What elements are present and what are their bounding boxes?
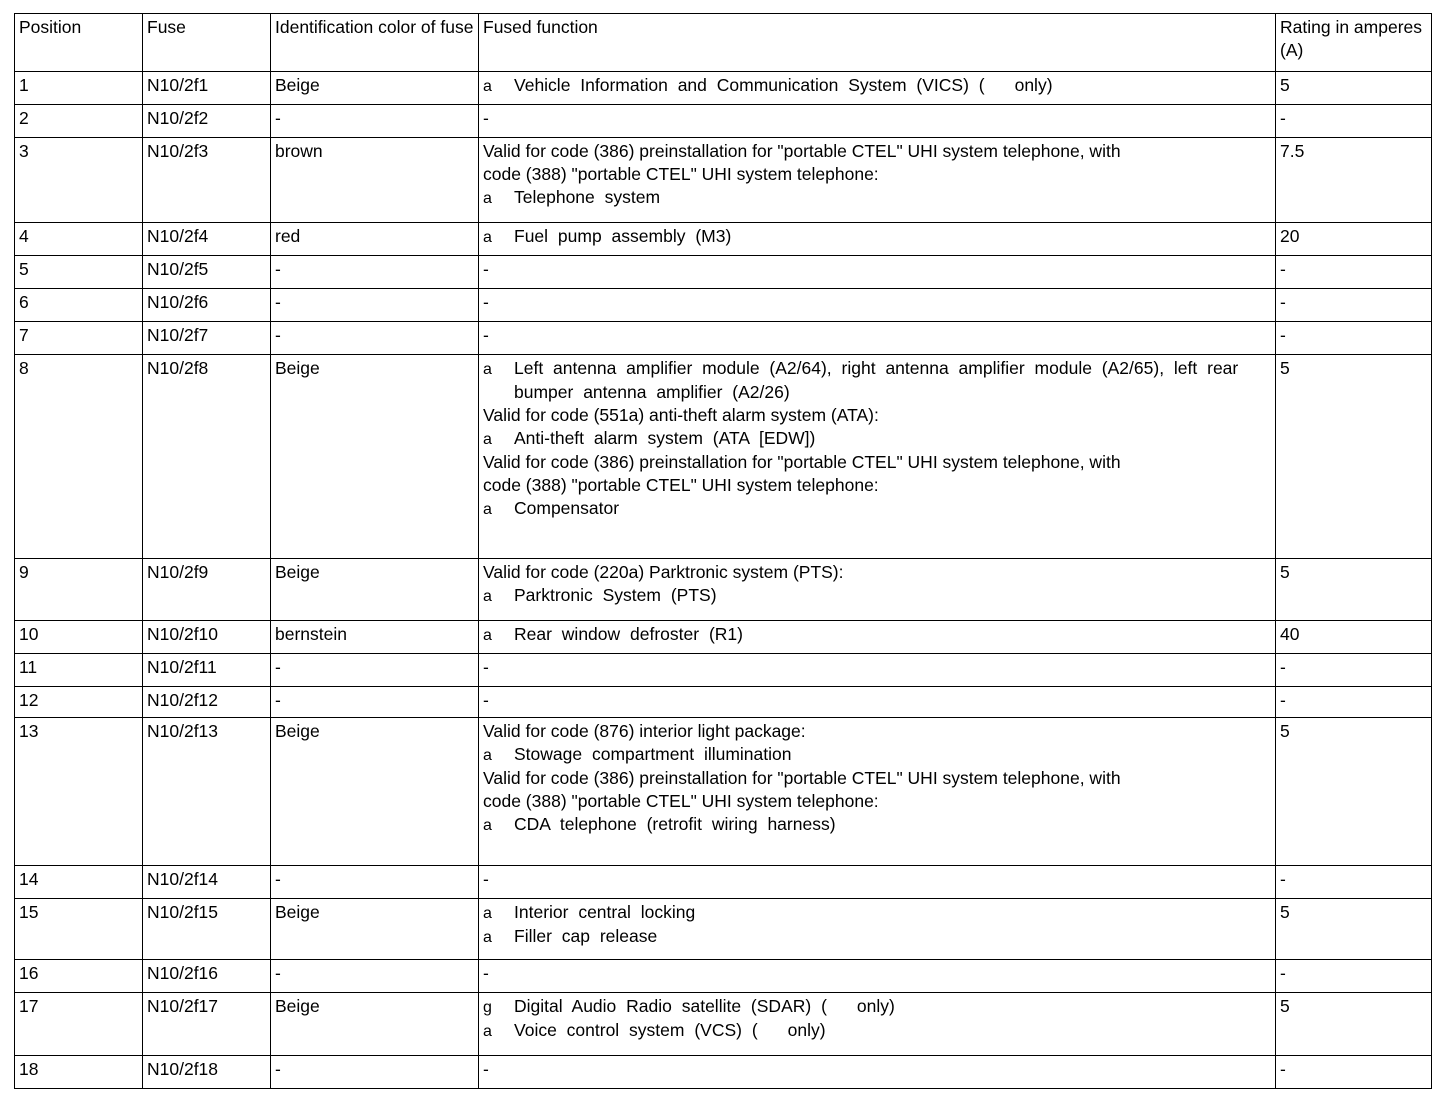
function-text-line: -	[483, 690, 489, 710]
color-cell: Beige	[271, 718, 479, 866]
position-cell: 10	[15, 621, 143, 654]
rating-cell: 40	[1276, 621, 1432, 654]
function-cell	[479, 72, 1276, 105]
rating-cell: -	[1276, 866, 1432, 899]
fuse-cell: N10/2f14	[143, 866, 271, 899]
function-bullet-line	[483, 995, 1271, 1019]
function-bullet-line	[483, 743, 1271, 767]
function-text: Digital Audio Radio satellite (SDAR) (	[514, 996, 827, 1016]
function-bullet-line	[483, 74, 1271, 98]
fuse-cell: N10/2f10	[143, 621, 271, 654]
fuse-cell: N10/2f8	[143, 355, 271, 559]
function-cell	[479, 289, 1276, 322]
function-text-line: -	[483, 259, 489, 279]
function-text-line: Valid for code (876) interior light package:	[483, 721, 806, 741]
color-cell: -	[271, 289, 479, 322]
header-fused-function: Fused function	[479, 14, 1276, 72]
color-cell: -	[271, 654, 479, 687]
fuse-row	[15, 866, 1432, 899]
function-cell	[479, 687, 1276, 718]
function-text-line: -	[483, 963, 489, 983]
rating-cell: -	[1276, 289, 1432, 322]
fuse-row	[15, 289, 1432, 322]
position-cell: 17	[15, 993, 143, 1056]
function-cell	[479, 654, 1276, 687]
fuse-cell: N10/2f17	[143, 993, 271, 1056]
rating-cell: 5	[1276, 72, 1432, 105]
fuse-row	[15, 621, 1432, 654]
function-text: Compensator	[514, 498, 620, 518]
position-cell: 2	[15, 105, 143, 138]
function-text-line: Valid for code (386) preinstallation for "portable CTEL" UHI system telephone, with	[483, 452, 1121, 472]
function-cell	[479, 993, 1276, 1056]
position-cell: 8	[15, 355, 143, 559]
function-cell	[479, 866, 1276, 899]
position-cell: 5	[15, 256, 143, 289]
fuse-assignment-table	[14, 13, 1432, 1089]
position-cell: 18	[15, 1056, 143, 1089]
fuse-cell: N10/2f7	[143, 322, 271, 355]
function-text: Stowage compartment illumination	[514, 744, 792, 764]
color-cell: -	[271, 105, 479, 138]
color-cell: bernstein	[271, 621, 479, 654]
fuse-row	[15, 355, 1432, 559]
function-cell	[479, 960, 1276, 993]
color-cell: -	[271, 322, 479, 355]
header-rating: Rating in amperes (A)	[1276, 14, 1432, 72]
color-cell: Beige	[271, 559, 479, 621]
fuse-cell: N10/2f12	[143, 687, 271, 718]
rating-cell: 5	[1276, 718, 1432, 866]
function-text: Voice control system (VCS) (	[514, 1020, 758, 1040]
function-bullet-line	[483, 186, 1271, 210]
color-cell: red	[271, 223, 479, 256]
function-bullet-line	[483, 1019, 1271, 1043]
function-text: Vehicle Information and Communication System (VICS) (	[514, 75, 985, 95]
bullet-symbol: a	[483, 501, 492, 518]
color-cell: -	[271, 256, 479, 289]
fuse-cell: N10/2f1	[143, 72, 271, 105]
position-cell: 16	[15, 960, 143, 993]
bullet-symbol: a	[483, 78, 492, 95]
rating-cell: -	[1276, 654, 1432, 687]
rating-cell: -	[1276, 105, 1432, 138]
function-text: Rear window defroster (R1)	[514, 624, 743, 644]
color-cell: Beige	[271, 993, 479, 1056]
position-cell: 7	[15, 322, 143, 355]
rating-cell: -	[1276, 322, 1432, 355]
position-cell: 15	[15, 899, 143, 960]
fuse-row	[15, 654, 1432, 687]
function-text-line: -	[483, 325, 489, 345]
fuse-row	[15, 899, 1432, 960]
position-cell: 11	[15, 654, 143, 687]
function-cell	[479, 256, 1276, 289]
function-cell	[479, 559, 1276, 621]
function-text: only)	[1014, 75, 1053, 95]
header-position: Position	[15, 14, 143, 72]
bullet-symbol: a	[483, 361, 492, 378]
header-fuse: Fuse	[143, 14, 271, 72]
function-bullet-line	[483, 925, 1271, 949]
position-cell: 3	[15, 138, 143, 223]
header-identification-color: Identification color of fuse	[271, 14, 479, 72]
fuse-row	[15, 559, 1432, 621]
function-text: CDA telephone (retrofit wiring harness)	[514, 814, 836, 834]
function-text-line: code (388) "portable CTEL" UHI system telephone:	[483, 791, 879, 811]
bullet-symbol: a	[483, 747, 492, 764]
function-bullet-line	[483, 901, 1271, 925]
bullet-symbol: a	[483, 190, 492, 207]
function-text-line: -	[483, 292, 489, 312]
function-cell	[479, 718, 1276, 866]
rating-cell: 5	[1276, 993, 1432, 1056]
function-cell	[479, 138, 1276, 223]
bullet-symbol: a	[483, 1023, 492, 1040]
fuse-cell: N10/2f2	[143, 105, 271, 138]
position-cell: 4	[15, 223, 143, 256]
fuse-row	[15, 105, 1432, 138]
function-bullet-line	[483, 584, 1271, 608]
rating-cell: 20	[1276, 223, 1432, 256]
fuse-cell: N10/2f3	[143, 138, 271, 223]
function-text-line: -	[483, 108, 489, 128]
fuse-row	[15, 993, 1432, 1056]
function-cell	[479, 322, 1276, 355]
rating-cell: -	[1276, 256, 1432, 289]
rating-cell: 5	[1276, 355, 1432, 559]
function-cell	[479, 223, 1276, 256]
fuse-row	[15, 960, 1432, 993]
position-cell: 12	[15, 687, 143, 718]
bullet-symbol: a	[483, 229, 492, 246]
function-cell	[479, 355, 1276, 559]
function-cell	[479, 899, 1276, 960]
function-bullet-line	[483, 497, 1271, 521]
position-cell: 6	[15, 289, 143, 322]
rating-cell: 5	[1276, 559, 1432, 621]
bullet-symbol: g	[483, 999, 492, 1016]
function-bullet-line	[483, 225, 1271, 249]
color-cell: Beige	[271, 899, 479, 960]
fuse-cell: N10/2f5	[143, 256, 271, 289]
function-bullet-line	[483, 813, 1271, 837]
fuse-cell: N10/2f9	[143, 559, 271, 621]
fuse-row	[15, 72, 1432, 105]
position-cell: 13	[15, 718, 143, 866]
fuse-table-body	[15, 72, 1432, 1089]
function-bullet-line	[483, 623, 1271, 647]
function-cell	[479, 1056, 1276, 1089]
function-text-line: -	[483, 657, 489, 677]
fuse-cell: N10/2f11	[143, 654, 271, 687]
bullet-symbol: a	[483, 627, 492, 644]
function-text-line: Valid for code (551a) anti-theft alarm system (ATA):	[483, 405, 879, 425]
header-row	[15, 14, 1432, 72]
color-cell: Beige	[271, 72, 479, 105]
rating-cell: -	[1276, 1056, 1432, 1089]
rating-cell: 7.5	[1276, 138, 1432, 223]
color-cell: Beige	[271, 355, 479, 559]
function-text: Telephone system	[514, 187, 661, 207]
function-text-line: -	[483, 869, 489, 889]
rating-cell: -	[1276, 687, 1432, 718]
fuse-row	[15, 322, 1432, 355]
function-text-line: Valid for code (220a) Parktronic system (PTS):	[483, 562, 844, 582]
color-cell: -	[271, 1056, 479, 1089]
fuse-row	[15, 1056, 1432, 1089]
function-text-line: Valid for code (386) preinstallation for "portable CTEL" UHI system telephone, with	[483, 141, 1121, 161]
function-text: Parktronic System (PTS)	[514, 585, 717, 605]
function-bullet-line	[483, 357, 1271, 404]
bullet-symbol: a	[483, 588, 492, 605]
function-text-line: code (388) "portable CTEL" UHI system telephone:	[483, 164, 879, 184]
function-text: Left antenna amplifier module (A2/64), right antenna amplifier module (A2/65), left rear bumper antenna amplifier (A2/26)	[514, 358, 1239, 402]
color-cell: brown	[271, 138, 479, 223]
fuse-cell: N10/2f15	[143, 899, 271, 960]
function-text-line: Valid for code (386) preinstallation for "portable CTEL" UHI system telephone, with	[483, 768, 1121, 788]
fuse-row	[15, 256, 1432, 289]
fuse-cell: N10/2f13	[143, 718, 271, 866]
function-text: Fuel pump assembly (M3)	[514, 226, 732, 246]
fuse-cell: N10/2f4	[143, 223, 271, 256]
color-cell: -	[271, 960, 479, 993]
fuse-cell: N10/2f18	[143, 1056, 271, 1089]
color-cell: -	[271, 866, 479, 899]
position-cell: 1	[15, 72, 143, 105]
bullet-symbol: a	[483, 431, 492, 448]
function-text: only)	[856, 996, 895, 1016]
function-text-line: code (388) "portable CTEL" UHI system telephone:	[483, 475, 879, 495]
function-text: Anti-theft alarm system (ATA [EDW])	[514, 428, 816, 448]
rating-cell: 5	[1276, 899, 1432, 960]
fuse-row	[15, 687, 1432, 718]
fuse-row	[15, 718, 1432, 866]
rating-cell: -	[1276, 960, 1432, 993]
bullet-symbol: a	[483, 817, 492, 834]
function-text-line: -	[483, 1059, 489, 1079]
function-cell	[479, 105, 1276, 138]
function-bullet-line	[483, 427, 1271, 451]
function-cell	[479, 621, 1276, 654]
fuse-row	[15, 138, 1432, 223]
bullet-symbol: a	[483, 905, 492, 922]
fuse-row	[15, 223, 1432, 256]
fuse-cell: N10/2f6	[143, 289, 271, 322]
position-cell: 14	[15, 866, 143, 899]
bullet-symbol: a	[483, 929, 492, 946]
function-text: only)	[787, 1020, 826, 1040]
fuse-cell: N10/2f16	[143, 960, 271, 993]
function-text: Filler cap release	[514, 926, 658, 946]
function-text: Interior central locking	[514, 902, 696, 922]
position-cell: 9	[15, 559, 143, 621]
color-cell: -	[271, 687, 479, 718]
